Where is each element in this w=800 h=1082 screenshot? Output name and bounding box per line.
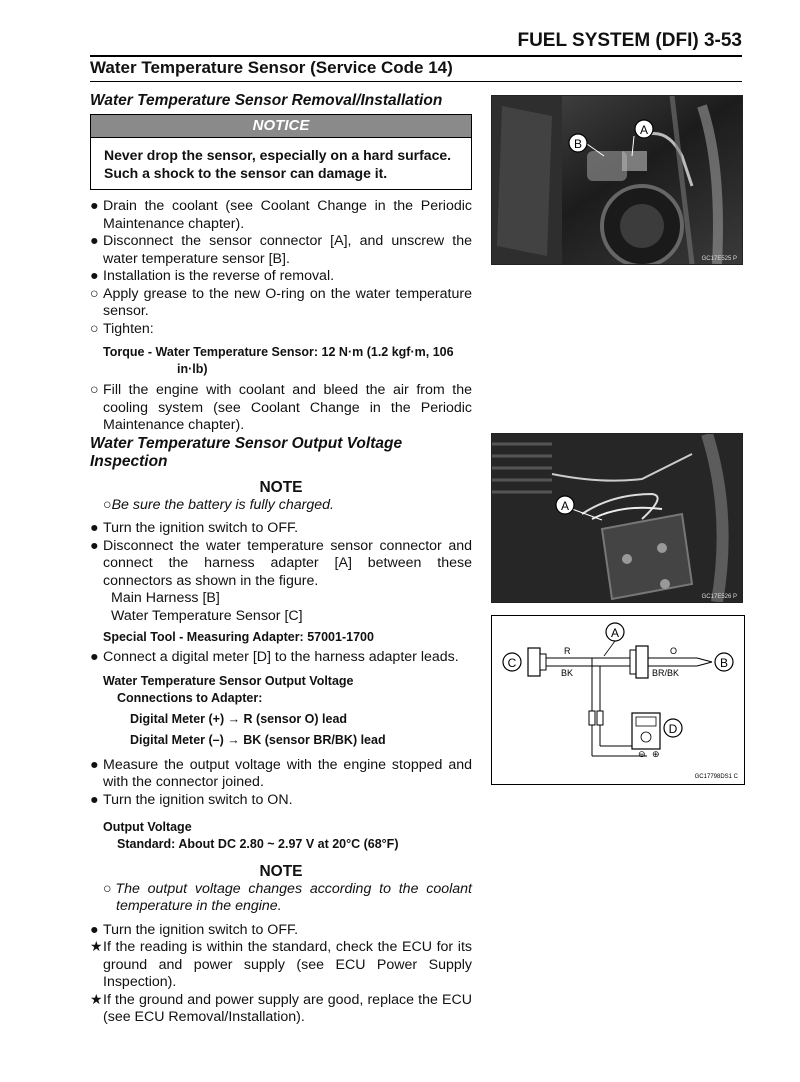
callout-a-label: A [610,626,620,640]
connection-plus: Digital Meter (+) → R (sensor O) lead [130,711,348,726]
removal-step: ● Disconnect the sensor connector [A], and unscrew the water temperature sensor [B]. [90,233,472,267]
output-voltage-standard: Standard: About DC 2.80 ~ 2.97 V at 20°C (68°F) [117,837,399,851]
inspection-step: ● Turn the ignition switch to OFF. [90,520,299,536]
voltage-spec-title: Water Temperature Sensor Output Voltage [103,673,354,688]
callout-a-label: A [560,499,570,513]
wire-o-label: O [670,646,678,656]
torque-spec: Torque - Water Temperature Sensor: 12 N·m (1.2 kgf·m, 106 in·lb) [103,345,454,376]
inspection-step: ● Disconnect the water temperature sensor connector and connect the harness adapter [A] between these connectors as shown in the figure. [90,537,472,589]
result-step: ★ If the reading is within the standard, check the ECU for its ground and power supply (see ECU Power Supply Inspection). [90,939,472,990]
adapter-connection-photo [491,433,743,603]
svg-text:⊖: ⊖ [638,749,646,759]
wire-bk-label: BK [561,668,574,678]
special-tool: Special Tool - Measuring Adapter: 57001-1700 [103,630,374,644]
result-step: ★ If the ground and power supply are good, replace the ECU (see ECU Removal/Installation). [90,991,472,1025]
page-header-title: FUEL SYSTEM (DFI) 3-53 [517,30,742,51]
figure-code: GC17798DS1 C [694,774,738,780]
removal-substep: ○ Apply grease to the new O-ring on the water temperature sensor. [90,285,472,319]
main-harness-connector [636,646,648,678]
fill-step: ○ Fill the engine with coolant and bleed the air from the cooling system (see Coolant Change in the Periodic Maintenance chapter). [90,382,472,433]
removal-step: ● Installation is the reverse of removal. [90,268,335,284]
callout-c-label: C [507,656,517,670]
connections-title: Connections to Adapter: [117,690,263,705]
adapter-wiring-diagram [491,615,745,785]
wire-r-label: R [564,646,571,656]
section-rule [90,81,742,82]
sensor-connector [528,648,540,676]
notice-box [90,114,472,190]
inspection-step: ● Turn the ignition switch to ON. [90,791,293,808]
callout-b-label: B [573,137,583,151]
header-rule [90,55,742,57]
callout-b-label: B [719,656,729,670]
section-title: Water Temperature Sensor (Service Code 14) [90,58,453,77]
note-title: NOTE [259,863,303,880]
removal-substep: ○ Tighten: [90,320,154,337]
removal-steps [90,198,472,338]
figure-code: GC17E526 P [701,594,737,600]
harness-main: Main Harness [B] [111,590,220,606]
notice-label: NOTICE [91,115,471,138]
svg-text:⊕: ⊕ [652,749,660,759]
removal-heading: Water Temperature Sensor Removal/Installation [90,92,443,109]
notice-text: Never drop the sensor, especially on a hard surface. Such a shock to the sensor can damage it. [104,147,452,181]
note-text: ○Be sure the battery is fully charged. [103,496,334,513]
inspection-step: ● Turn the ignition switch to OFF. [90,921,299,938]
callout-a-label: A [639,123,649,137]
removal-step: ● Drain the coolant (see Coolant Change in the Periodic Maintenance chapter). [90,198,472,232]
wire-brbk-label: BR/BK [652,668,680,678]
figure-code: GC17E525 P [701,256,737,262]
sensor-location-photo [491,95,743,265]
connection-minus: Digital Meter (–) → BK (sensor BR/BK) lead [130,732,386,747]
inspection-heading: Water Temperature Sensor Output Voltage Inspection [90,435,403,470]
inspection-step: ● Connect a digital meter [D] to the harness adapter leads. [90,649,459,665]
inspection-section [90,435,472,1027]
harness-sensor: Water Temperature Sensor [C] [111,607,303,624]
inspection-step: ● Measure the output voltage with the engine stopped and with the connector joined. [90,756,472,790]
note-text: ○The output voltage changes according to the coolant temperature in the engine. [103,880,472,914]
callout-d-label: D [668,722,678,736]
output-voltage-title: Output Voltage [103,820,192,834]
removal-section [90,92,472,435]
note-title: NOTE [259,479,303,496]
